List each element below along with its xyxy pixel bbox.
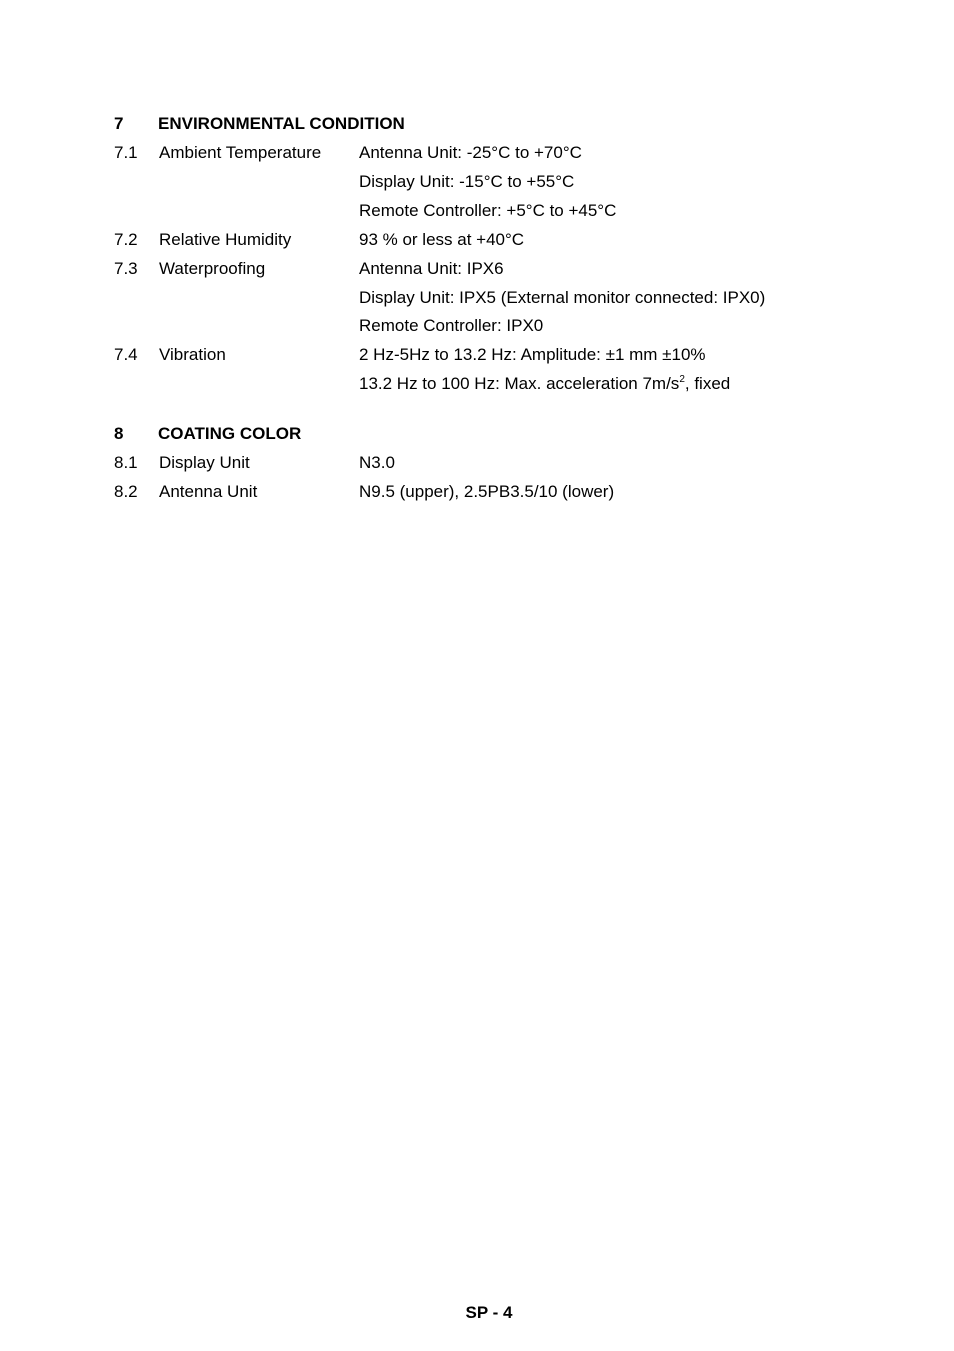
item-7-3-value: Antenna Unit: IPX6 xyxy=(359,259,504,278)
item-8-2-label: Antenna Unit xyxy=(159,482,258,501)
item-7-4-value: 2 Hz-5Hz to 13.2 Hz: Amplitude: ±1 mm ±10% xyxy=(359,345,706,364)
section-7-title: ENVIRONMENTAL CONDITION xyxy=(158,114,405,133)
item-7-1-value: Display Unit: -15°C to +55°C xyxy=(359,172,575,191)
item-7-2-number: 7.2 xyxy=(114,230,138,249)
item-7-1-label: Ambient Temperature xyxy=(159,143,322,162)
item-7-2-label: Relative Humidity xyxy=(159,230,292,249)
page-number: SP - 4 xyxy=(465,1303,513,1322)
item-7-4-number: 7.4 xyxy=(114,345,138,364)
item-7-3-label: Waterproofing xyxy=(159,259,266,278)
item-8-1-number: 8.1 xyxy=(114,453,138,472)
section-8-title: COATING COLOR xyxy=(158,424,302,443)
item-7-4-label: Vibration xyxy=(159,345,226,364)
item-7-3-value: Display Unit: IPX5 (External monitor connected: IPX0) xyxy=(359,288,766,307)
accel-prefix: 13.2 Hz to 100 Hz: Max. acceleration 7m/s xyxy=(359,374,680,393)
item-8-2-value: N9.5 (upper), 2.5PB3.5/10 (lower) xyxy=(359,482,615,501)
item-7-1-value: Antenna Unit: -25°C to +70°C xyxy=(359,143,582,162)
item-7-1-number: 7.1 xyxy=(114,143,138,162)
item-7-4-accel-value xyxy=(359,373,730,395)
item-7-3-number: 7.3 xyxy=(114,259,138,278)
item-7-2-value: 93 % or less at +40°C xyxy=(359,230,525,249)
item-8-1-label: Display Unit xyxy=(159,453,250,472)
section-8-number: 8 xyxy=(114,424,124,443)
item-8-2-number: 8.2 xyxy=(114,482,138,501)
item-7-3-value: Remote Controller: IPX0 xyxy=(359,316,544,335)
accel-suffix: , fixed xyxy=(684,374,731,393)
item-8-1-value: N3.0 xyxy=(359,453,395,472)
section-7-number: 7 xyxy=(114,114,124,133)
item-7-1-value: Remote Controller: +5°C to +45°C xyxy=(359,201,617,220)
accel-superscript: 2 xyxy=(679,374,685,385)
